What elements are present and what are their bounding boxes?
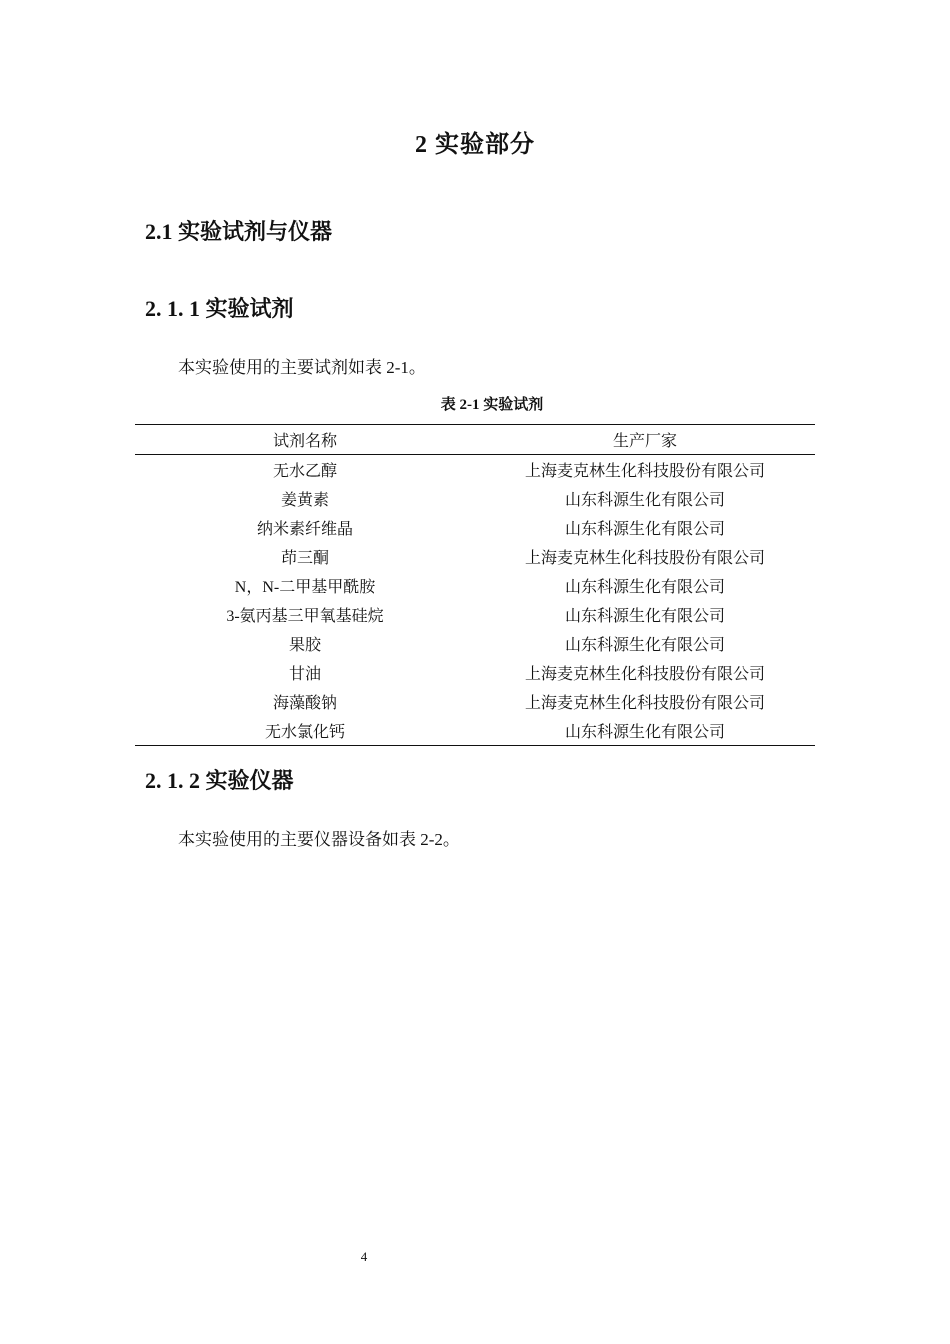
- table-row: [135, 455, 815, 485]
- reagent-table: [135, 424, 815, 746]
- manufacturer-cell: 山东科源生化有限公司: [564, 637, 725, 654]
- table-caption: 表 2-1 实验试剂: [440, 397, 544, 413]
- reagent-name-cell: 纳米素纤维晶: [256, 521, 353, 538]
- section-heading-2-1-2: 2. 1. 2 实验仪器: [145, 768, 294, 793]
- header-manufacturer: 生产厂家: [612, 433, 677, 450]
- manufacturer-cell: 上海麦克林生化科技股份有限公司: [524, 695, 765, 712]
- reagent-name-cell: 无水氯化钙: [264, 724, 345, 741]
- manufacturer-cell: 山东科源生化有限公司: [564, 724, 725, 741]
- reagent-name-cell: N，N-二甲基甲酰胺: [234, 579, 376, 596]
- chapter-title: 2 实验部分: [415, 132, 535, 158]
- table-row: [135, 716, 815, 746]
- manufacturer-cell: 上海麦克林生化科技股份有限公司: [524, 550, 765, 567]
- table-row: [135, 513, 815, 542]
- page-number: 4: [360, 1249, 368, 1264]
- reagent-name-cell: 无水乙醇: [272, 463, 337, 480]
- reagent-name-cell: 甘油: [288, 666, 321, 683]
- manufacturer-cell: 山东科源生化有限公司: [564, 579, 725, 596]
- table-row: [135, 542, 815, 571]
- table-header: [135, 425, 815, 455]
- instruments-intro-paragraph: 本实验使用的主要仪器设备如表 2-2。: [178, 830, 460, 849]
- table-row: [135, 687, 815, 716]
- section-heading-2-1-1: 2. 1. 1 实验试剂: [145, 296, 294, 321]
- reagent-name-cell: 果胶: [288, 637, 321, 654]
- table-body: [135, 455, 815, 746]
- table-row: [135, 484, 815, 513]
- table-row: [135, 600, 815, 629]
- table-row: [135, 629, 815, 658]
- manufacturer-cell: 上海麦克林生化科技股份有限公司: [524, 463, 765, 480]
- section-heading-2-1: 2.1 实验试剂与仪器: [145, 219, 333, 244]
- manufacturer-cell: 上海麦克林生化科技股份有限公司: [524, 666, 765, 683]
- table-header-row: [135, 425, 815, 455]
- reagent-name-cell: 茚三酮: [280, 550, 329, 567]
- manufacturer-cell: 山东科源生化有限公司: [564, 492, 725, 509]
- manufacturer-cell: 山东科源生化有限公司: [564, 521, 725, 538]
- table-row: [135, 571, 815, 600]
- reagent-name-cell: 3-氨丙基三甲氧基硅烷: [226, 608, 384, 625]
- table-row: [135, 658, 815, 687]
- manufacturer-cell: 山东科源生化有限公司: [564, 608, 725, 625]
- header-reagent-name: 试剂名称: [272, 433, 337, 450]
- reagents-intro-paragraph: 本实验使用的主要试剂如表 2-1。: [178, 358, 426, 377]
- reagent-name-cell: 姜黄素: [280, 492, 329, 509]
- reagent-name-cell: 海藻酸钠: [272, 695, 337, 712]
